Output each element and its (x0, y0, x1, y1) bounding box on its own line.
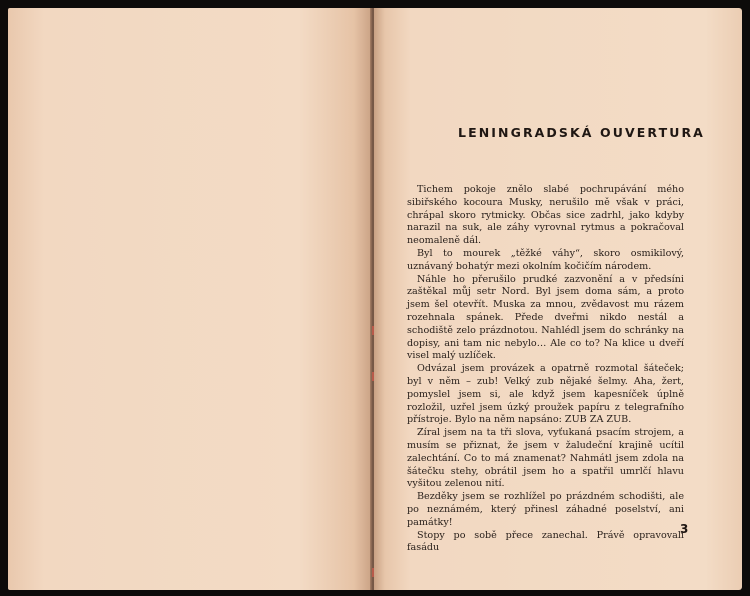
paragraph: Náhle ho přerušilo prudké zazvonění a v předsíni zaštěkal můj setr Nord. Byl jsem doma sám, a proto jsem šel otevřít. Muska za mnou, zvědavost mu rázem rozehnala spánek. Přede dveřmi nikdo nestál a schodiště zelo prázdnotou. Nahlédl jsem do schránky na dopisy, ani tam nic nebylo… Ale co to? Na klice u dveří visel malý uzlíček. (407, 273, 684, 362)
open-book (8, 8, 742, 590)
left-page-blank (8, 8, 372, 590)
paragraph: Zíral jsem na ta tři slova, vyťukaná psacím strojem, a musím se přiznat, že jsem v žaludeční krajině ucítil zalechtání. Co to má znamenat? Nahmátl jsem zdola na šátečku stehy, obrátil jsem ho a spatřil umrlčí hlavu vyšitou zelenou nití. (407, 427, 684, 490)
chapter-title: LENINGRADSKÁ OUVERTURA (458, 125, 705, 140)
paragraph: Byl to mourek „těžké váhy“, skoro osmikilový, uznávaný bohatýr mezi okolním kočičím národem. (407, 247, 684, 272)
right-page (374, 8, 742, 590)
paragraph: Tichem pokoje znělo slabé pochrupávání mého sibiřského kocoura Musky, nerušilo mě však v práci, chrápal skoro rytmicky. Občas sice zadrhl, jako kdyby narazil na suk, ale záhy vyrovnal rytmus a pokračoval neomaleně dál. (407, 184, 684, 247)
paragraph: Odvázal jsem provázek a opatrně rozmotal šáteček; byl v něm – zub! Velký zub nějaké šelmy. Aha, žert, pomyslel jsem si, ale když jsem kapesníček úplně rozložil, uzřel jsem úzký proužek papíru z telegrafního přístroje. Bylo na něm napsáno: ZUB ZA ZUB. (407, 363, 684, 426)
paragraph: Stopy po sobě přece zanechal. Právě opravovali fasádu (407, 529, 684, 554)
chapter-body (407, 184, 684, 555)
paragraph: Bezděky jsem se rozhlížel po prázdném schodišti, ale po neznámém, který přinesl záhadné poselství, ani památky! (407, 491, 684, 528)
page-number: 3 (680, 522, 689, 536)
